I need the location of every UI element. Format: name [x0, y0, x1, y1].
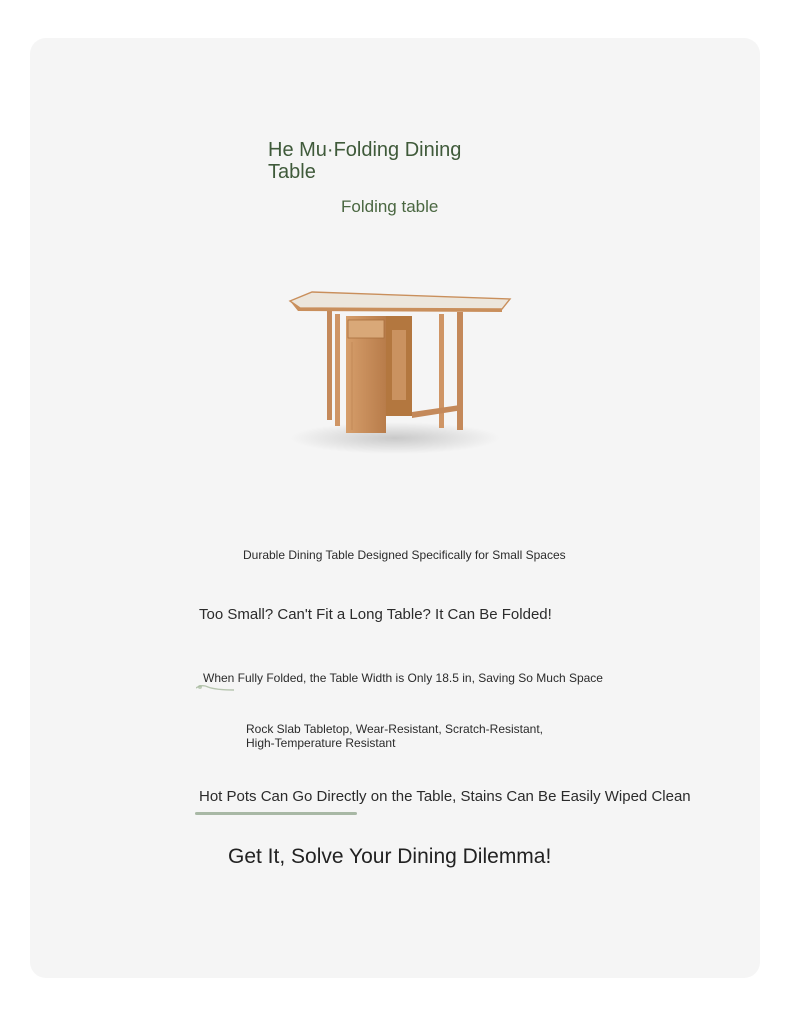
feature-folded-width: When Fully Folded, the Table Width is Only 18.5 in, Saving So Much Space	[203, 671, 603, 685]
call-to-action: Get It, Solve Your Dining Dilemma!	[228, 845, 552, 868]
feature-small-spaces: Durable Dining Table Designed Specifically for Small Spaces	[243, 548, 566, 562]
feature-rock-slab: Rock Slab Tabletop, Wear-Resistant, Scratch-Resistant, High-Temperature Resistant	[246, 722, 544, 750]
product-title: He Mu·Folding Dining Table	[268, 139, 462, 183]
product-subtitle: Folding table	[341, 197, 439, 216]
leaf-icon	[196, 684, 234, 692]
accent-divider	[195, 812, 357, 815]
feature-hot-pots: Hot Pots Can Go Directly on the Table, Stains Can Be Easily Wiped Clean	[199, 788, 691, 805]
feature-foldable: Too Small? Can't Fit a Long Table? It Can Be Folded!	[199, 606, 552, 623]
folding-table-image	[270, 280, 520, 460]
